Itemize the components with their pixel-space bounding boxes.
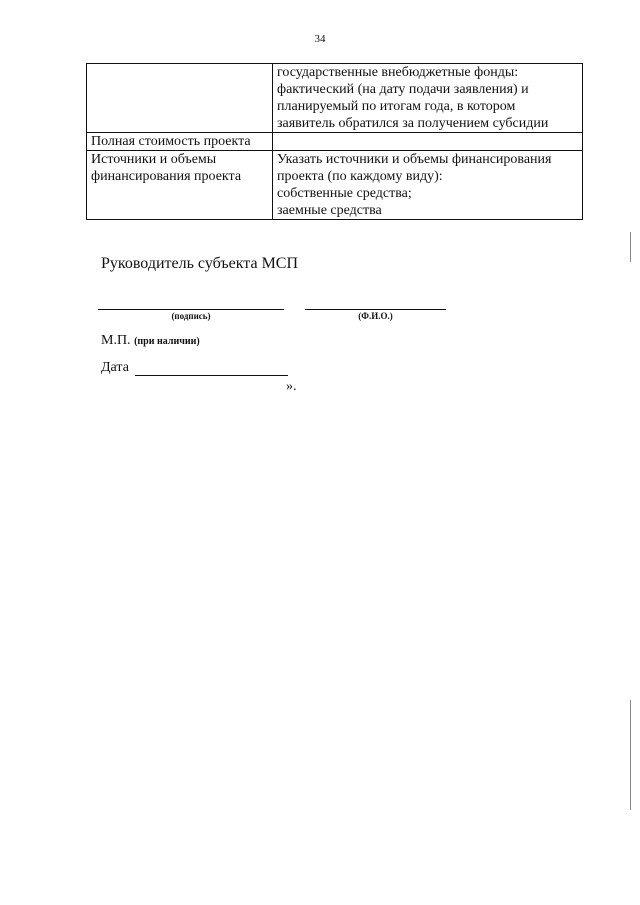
table-row	[87, 133, 583, 151]
date-label: Дата	[101, 360, 129, 375]
name-line	[305, 309, 446, 310]
page-number: 34	[314, 33, 326, 45]
stamp-row	[101, 333, 200, 349]
signature-line	[98, 309, 284, 310]
cell-text: заемные средства	[277, 203, 382, 218]
scan-edge-mark	[630, 700, 631, 810]
cell-text: Источники и объемы	[91, 152, 217, 167]
signature-caption: (подпись)	[171, 311, 211, 321]
scan-edge-mark	[630, 232, 631, 262]
stamp-label: М.П.	[101, 333, 131, 348]
cell-text: заявитель обратился за получением субсидии	[277, 116, 549, 131]
name-caption: (Ф.И.О.)	[358, 311, 393, 321]
signer-heading: Руководитель субъекта МСП	[101, 255, 299, 272]
cell-text: Указать источники и объемы финансирования	[277, 152, 552, 167]
project-info-table	[86, 63, 583, 220]
cell-text: Полная стоимость проекта	[91, 134, 251, 149]
table-body	[87, 64, 583, 220]
stamp-note: (при наличии)	[134, 336, 200, 347]
empty-cell-line	[277, 133, 578, 150]
cell-text: фактический (на дату подачи заявления) и	[277, 82, 529, 97]
cell-text: государственные внебюджетные фонды:	[277, 65, 519, 80]
row-label-cell	[87, 64, 273, 133]
date-line	[135, 375, 288, 376]
cell-text: проекта (по каждому виду):	[277, 169, 443, 184]
row-value-cell	[273, 151, 583, 220]
cell-text: собственные средства;	[277, 186, 412, 201]
table-row	[87, 151, 583, 220]
empty-cell-line	[91, 64, 268, 81]
cell-text: планируемый по итогам года, в котором	[277, 99, 516, 114]
closing-quote: ».	[286, 379, 297, 394]
table-row	[87, 64, 583, 133]
row-value-cell	[273, 133, 583, 151]
row-value-cell	[273, 64, 583, 133]
row-label-cell	[87, 151, 273, 220]
row-label-cell	[87, 133, 273, 151]
cell-text: финансирования проекта	[91, 169, 242, 184]
